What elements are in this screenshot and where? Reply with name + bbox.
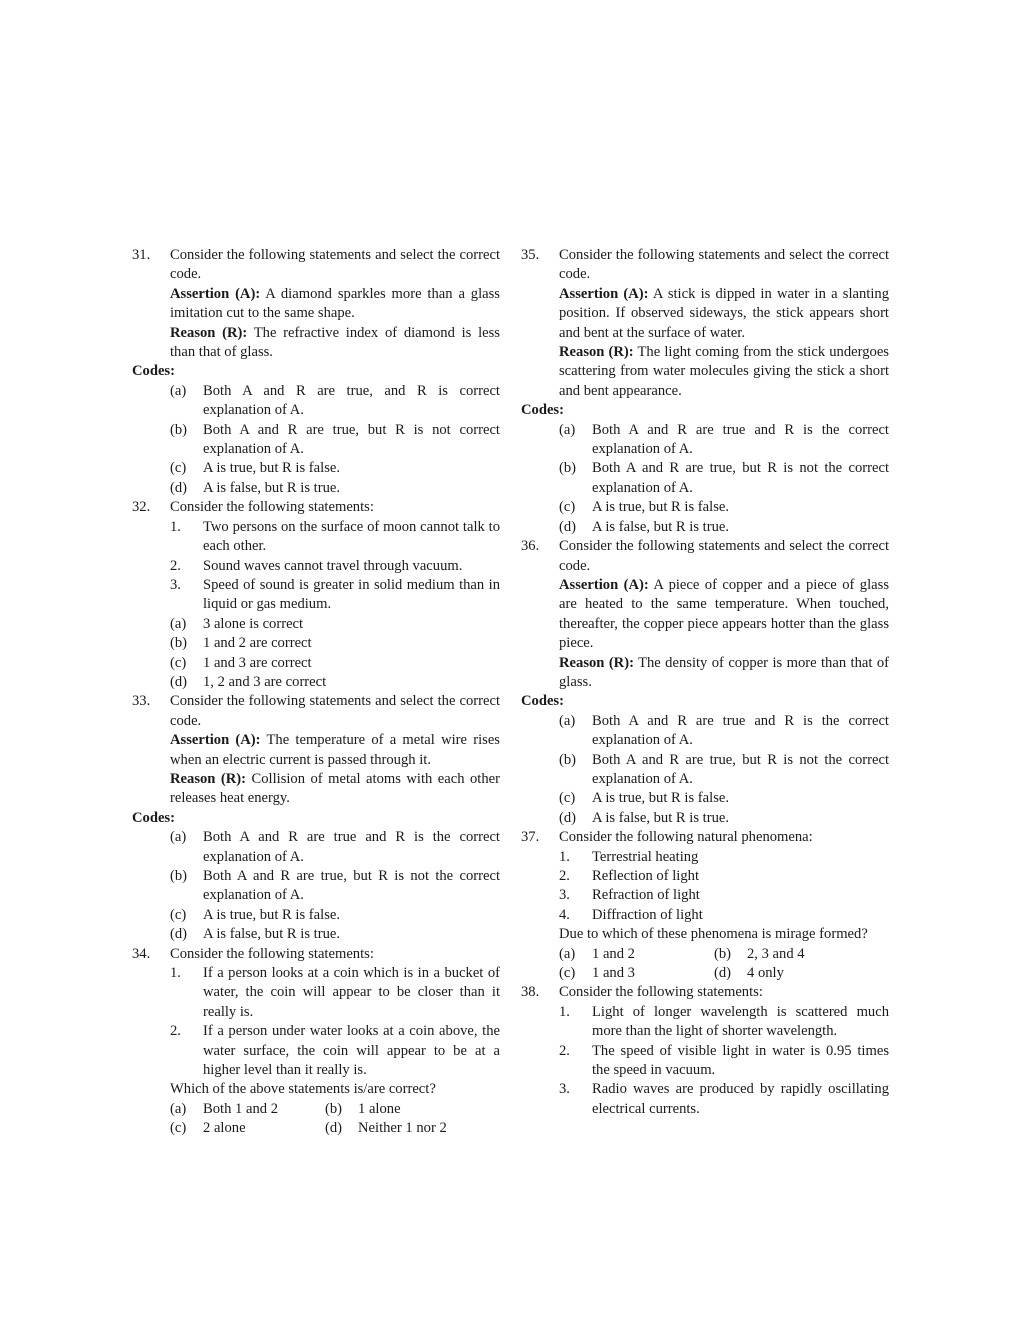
statement-2 — [170, 1022, 500, 1080]
option-text: 1 and 2 — [592, 945, 635, 962]
option-text: 1 and 3 — [592, 965, 635, 982]
option-label: (a) — [170, 829, 187, 846]
option-label: (a) — [170, 1100, 187, 1117]
statement-text: Refraction of light — [592, 887, 700, 904]
option-label: (d) — [170, 926, 188, 943]
option-a — [559, 945, 714, 964]
option-label: (b) — [170, 635, 188, 652]
assertion — [170, 731, 500, 770]
option-label: (d) — [325, 1120, 343, 1137]
option-text: 1, 2 and 3 are correct — [203, 673, 327, 690]
option-c — [170, 654, 500, 673]
option-label: (d) — [170, 673, 188, 690]
question-32 — [132, 498, 500, 692]
option-text: A is false, but R is true. — [203, 926, 341, 943]
option-label: (c) — [559, 790, 576, 807]
question-stem: Consider the following statements: — [559, 984, 763, 1001]
reason-text: Collision of metal atoms with each other releases heat energy. — [170, 770, 500, 807]
option-b — [170, 867, 500, 906]
option-label: (d) — [559, 518, 577, 535]
statement-label: 1. — [559, 1003, 570, 1020]
option-b — [559, 459, 889, 498]
option-text: Both A and R are true and R is the correct explanation of A. — [592, 712, 889, 749]
statement-4 — [559, 906, 889, 925]
statement-text: If a person looks at a coin which is in a bucket of water, the coin will appear to be closer than it really is. — [203, 965, 500, 1020]
option-text: 1 and 3 are correct — [203, 654, 312, 671]
statement-text: Terrestrial heating — [592, 848, 699, 865]
assertion — [170, 285, 500, 324]
statement-text: Speed of sound is greater in solid medium than in liquid or gas medium. — [203, 576, 500, 613]
question-stem: Consider the following statements and select the correct code. — [170, 247, 500, 283]
option-text: 1 alone — [358, 1100, 401, 1117]
statement-text: Radio waves are produced by rapidly oscillating electrical currents. — [592, 1081, 889, 1117]
option-b — [325, 1100, 500, 1119]
statement-label: 2. — [170, 1023, 181, 1040]
option-a — [170, 615, 500, 634]
option-text: A is false, but R is true. — [592, 809, 730, 826]
codes-label: Codes: — [521, 402, 564, 419]
statement-text: Sound waves cannot travel through vacuum. — [203, 557, 463, 574]
option-label: (a) — [559, 712, 576, 729]
question-37 — [521, 828, 889, 983]
question-stem: Consider the following statements: — [170, 945, 374, 962]
statement-label: 2. — [559, 868, 570, 884]
right-column — [521, 246, 889, 1119]
option-b — [170, 421, 500, 460]
statement-label: 2. — [559, 1042, 570, 1059]
option-label: (c) — [170, 460, 187, 477]
question-stem: Consider the following statements and select the correct code. — [559, 247, 889, 283]
option-c — [559, 498, 889, 517]
statement-1 — [170, 518, 500, 557]
option-text: 3 alone is correct — [203, 615, 304, 632]
option-c — [170, 1119, 325, 1138]
statement-3 — [559, 1080, 889, 1119]
options-grid — [559, 945, 889, 984]
option-d — [325, 1119, 500, 1138]
option-d — [170, 925, 500, 944]
statement-label: 1. — [170, 518, 181, 535]
option-a — [559, 421, 889, 460]
question-number: 33. — [132, 693, 151, 710]
question-38 — [521, 983, 889, 1119]
question-stem: Consider the following statements: — [170, 499, 374, 516]
codes-label: Codes: — [132, 363, 175, 380]
option-label: (c) — [170, 1120, 187, 1137]
assertion-label: Assertion (A): — [559, 576, 649, 593]
codes-label: Codes: — [132, 809, 175, 826]
question-number: 36. — [521, 538, 540, 555]
question-number: 38. — [521, 984, 540, 1001]
option-label: (b) — [714, 945, 732, 962]
codes — [521, 401, 889, 537]
option-text: 2 alone — [203, 1120, 246, 1137]
reason-text: The density of copper is more than that of glass. — [559, 654, 889, 690]
statement-3 — [559, 886, 889, 905]
option-d — [714, 964, 889, 983]
question-number: 31. — [132, 247, 151, 263]
question-prompt: Which of the above statements is/are correct? — [170, 1081, 436, 1098]
question-prompt: Due to which of these phenomena is mirage formed? — [559, 926, 868, 943]
question-stem: Consider the following natural phenomena: — [559, 829, 813, 846]
option-a — [559, 712, 889, 751]
option-text: Both A and R are true, but R is not the correct explanation of A. — [592, 751, 889, 787]
assertion-text: A diamond sparkles more than a glass imitation cut to the same shape. — [170, 285, 500, 322]
question-36 — [521, 537, 889, 828]
assertion-text: The temperature of a metal wire rises when an electric current is passed through it. — [170, 732, 500, 768]
statement-3 — [170, 576, 500, 615]
statement-1 — [170, 964, 500, 1022]
option-text: A is true, but R is false. — [203, 906, 341, 923]
statement-1 — [559, 848, 889, 867]
option-c — [559, 789, 889, 808]
option-d — [170, 479, 500, 498]
statement-label: 1. — [559, 848, 570, 865]
option-label: (c) — [559, 499, 576, 516]
option-text: Both A and R are true, and R is correct explanation of A. — [203, 382, 500, 419]
option-c — [559, 964, 714, 983]
assertion-label: Assertion (A): — [170, 285, 261, 302]
option-d — [559, 518, 889, 537]
reason — [559, 654, 889, 693]
question-number: 37. — [521, 829, 540, 846]
question-34 — [132, 945, 500, 1139]
reason-text: The light coming from the stick undergoes scattering from water molecules giving the stick a short and bent appearance. — [559, 344, 889, 399]
statement-text: Light of longer wavelength is scattered much more than the light of shorter wavelength. — [592, 1003, 889, 1040]
option-text: 1 and 2 are correct — [203, 635, 312, 652]
option-text: A is true, but R is false. — [592, 499, 730, 516]
assertion-text: A piece of copper and a piece of glass are heated to the same temperature. When touched, thereafter, the copper piece appears hotter than the glass piece. — [559, 576, 889, 652]
statement-2 — [559, 867, 889, 886]
reason-text: The refractive index of diamond is less than that of glass. — [170, 324, 500, 361]
assertion-text: A stick is dipped in water in a slanting position. If observed sideways, the stick appears short and bent at the surface of water. — [559, 285, 889, 341]
question-stem: Consider the following statements and select the correct code. — [559, 538, 889, 574]
question-number: 32. — [132, 499, 151, 516]
option-label: (a) — [170, 382, 187, 399]
option-text: 2, 3 and 4 — [747, 945, 805, 962]
statement-label: 3. — [170, 576, 181, 593]
statement-2 — [559, 1042, 889, 1081]
reason-label: Reason (R): — [170, 770, 247, 787]
reason — [170, 770, 500, 809]
question-stem: Consider the following statements and select the correct code. — [170, 693, 500, 729]
statement-label: 4. — [559, 906, 570, 923]
question-number: 34. — [132, 945, 151, 962]
option-text: Both A and R are true, but R is not the correct explanation of A. — [203, 868, 500, 904]
option-text: Both A and R are true and R is the correct explanation of A. — [203, 829, 500, 865]
option-a — [170, 828, 500, 867]
assertion — [559, 576, 889, 654]
option-text: Both A and R are true, but R is not correct explanation of A. — [203, 421, 500, 458]
option-label: (a) — [170, 615, 187, 632]
codes — [132, 809, 500, 945]
assertion-label: Assertion (A): — [170, 732, 261, 749]
option-text: Both 1 and 2 — [203, 1100, 278, 1117]
option-label: (a) — [559, 421, 576, 438]
statement-text: The speed of visible light in water is 0.95 times the speed in vacuum. — [592, 1042, 889, 1079]
option-label: (b) — [325, 1100, 343, 1117]
option-text: A is true, but R is false. — [203, 460, 341, 477]
option-text: A is false, but R is true. — [592, 518, 730, 535]
option-label: (b) — [559, 751, 577, 768]
question-35 — [521, 246, 889, 537]
option-a — [170, 1100, 325, 1119]
option-text: A is false, but R is true. — [203, 479, 341, 496]
assertion — [559, 285, 889, 343]
option-b — [714, 945, 889, 964]
left-column — [132, 246, 500, 1139]
option-a — [170, 382, 500, 421]
statement-text: Diffraction of light — [592, 906, 703, 923]
reason-label: Reason (R): — [559, 654, 634, 671]
statement-text: Reflection of light — [592, 868, 699, 884]
option-c — [170, 906, 500, 925]
question-33 — [132, 692, 500, 944]
option-label: (a) — [559, 945, 576, 962]
statement-text: If a person under water looks at a coin above, the water surface, the coin will appear to be at a higher level than it really is. — [203, 1023, 500, 1079]
statement-label: 2. — [170, 557, 181, 574]
reason-label: Reason (R): — [559, 344, 634, 361]
statement-2 — [170, 557, 500, 576]
statement-label: 3. — [559, 1081, 570, 1098]
reason-label: Reason (R): — [170, 324, 248, 341]
codes-label: Codes: — [521, 693, 564, 710]
option-label: (c) — [170, 654, 187, 671]
option-text: Both A and R are true, but R is not the correct explanation of A. — [592, 460, 889, 496]
question-number: 35. — [521, 247, 540, 263]
option-text: A is true, but R is false. — [592, 790, 730, 807]
option-text: 4 only — [747, 965, 784, 982]
option-text: Both A and R are true and R is the correct explanation of A. — [592, 421, 889, 458]
options-grid — [170, 1100, 500, 1139]
option-text: Neither 1 nor 2 — [358, 1120, 447, 1137]
option-b — [170, 634, 500, 653]
option-label: (b) — [170, 421, 188, 438]
reason — [170, 324, 500, 363]
option-c — [170, 459, 500, 478]
question-31 — [132, 246, 500, 498]
option-b — [559, 751, 889, 790]
option-label: (c) — [170, 906, 187, 923]
assertion-label: Assertion (A): — [559, 285, 649, 302]
statement-label: 3. — [559, 887, 570, 904]
option-label: (b) — [170, 868, 188, 884]
codes — [521, 692, 889, 828]
statement-text: Two persons on the surface of moon cannot talk to each other. — [203, 518, 500, 555]
statement-1 — [559, 1003, 889, 1042]
option-label: (c) — [559, 965, 576, 982]
codes — [132, 362, 500, 498]
option-d — [559, 809, 889, 828]
option-label: (d) — [714, 965, 732, 982]
option-label: (d) — [559, 809, 577, 826]
option-d — [170, 673, 500, 692]
option-label: (d) — [170, 479, 188, 496]
option-label: (b) — [559, 460, 577, 477]
statement-label: 1. — [170, 965, 181, 982]
reason — [559, 343, 889, 401]
